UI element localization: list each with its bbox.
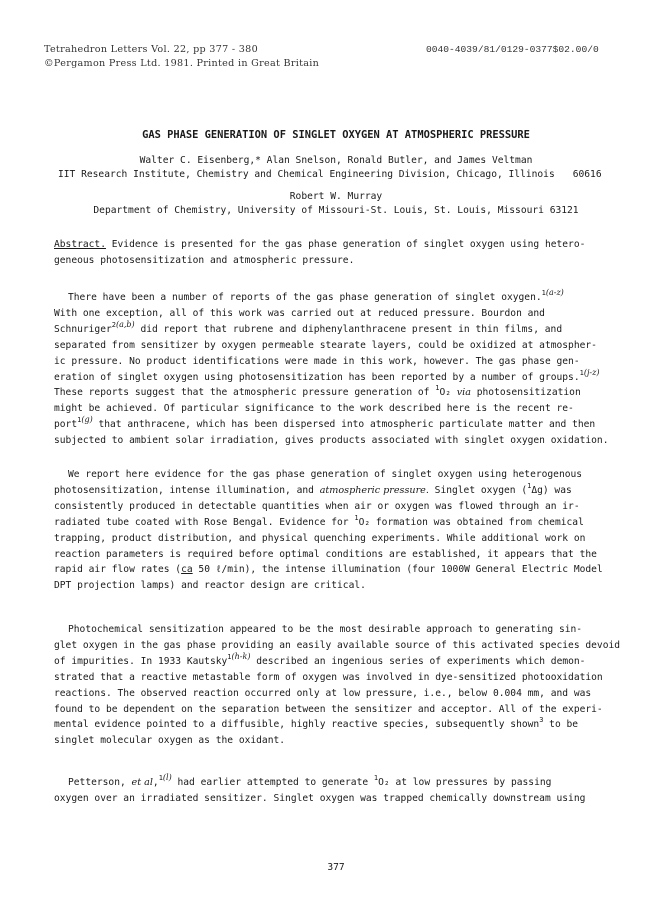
paper-title: GAS PHASE GENERATION OF SINGLET OXYGEN AT ATMOSPHERIC PRESSURE [142, 129, 530, 141]
paragraph-2: We report here evidence for the gas phase generation of singlet oxygen using heterogenous photosensitization, intense illumination, and atmospheric pressure. Singlet oxygen ($^1$Δg) was consistently produced in detectable quantities when air or oxygen was flowed through an ir- radiated tube coated with Rose Bengal. Evidence for $^1$O₂ formation was obtained from chemical trapping, product distribution, and physical quenching experiments. While additional work on reaction parameters is required before optimal conditions are established, it appears that the rapid air flow rates (ca 50 ℓ/min), the intense illumination (four 1000W General Electric Model DPT projection lamps) and reactor design are critical. [54, 469, 603, 592]
paragraph-3: Photochemical sensitization appeared to be the most desirable approach to generating sin- glet oxygen in the gas phase providing an easily available source of this activated species devoid of impurities. In 1933 Kautsky$^{1(h-k)}$ described an ingenious series of experiments which demon- strated that a reactive metastable form of oxygen was involved in dye-sensitized photooxidation reactions. The observed reaction occurred only at low pressure, i.e., below 0.004 mm, and was found to be dependent on the separation between the sensitizer and acceptor. All of the experi- mental evidence pointed to a diffusible, highly reactive species, subsequently shown$^3$ to be singlet molecular oxygen as the oxidant. [54, 624, 621, 747]
abstract-label: Abstract. [54, 239, 106, 250]
affiliation-1-zip: 60616 [572, 169, 602, 180]
copyright-line: ©Pergamon Press Ltd. 1981. Printed in Great Britain [44, 58, 320, 69]
abstract: Abstract. Evidence is presented for the gas phase generation of singlet oxygen using hetero- geneous photosensitization and atmospheric pressure. [54, 239, 586, 266]
journal-citation: Tetrahedron Letters Vol. 22, pp 377 - 380 [44, 44, 258, 55]
authors-group-1: Walter C. Eisenberg,* Alan Snelson, Ronald Butler, and James Veltman [139, 155, 533, 166]
article-code: 0040-4039/81/0129-0377$02.00/0 [426, 44, 599, 55]
affiliation-2: Department of Chemistry, University of Missouri-St. Louis, St. Louis, Missouri 63121 [93, 205, 579, 216]
page-number: 377 [327, 862, 345, 873]
affiliation-1-text: IIT Research Institute, Chemistry and Chemical Engineering Division, Chicago, Illinois [58, 169, 555, 180]
affiliation-1 [58, 169, 602, 180]
paragraph-4: Petterson, et al,$^{1(l)}$ had earlier attempted to generate $^1$O₂ at low pressures by passing oxygen over an irradiated sensitizer. Singlet oxygen was trapped chemically downstream using [54, 773, 586, 804]
paragraph-1: There have been a number of reports of the gas phase generation of singlet oxygen.$^{1(a-z)}$ With one exception, all of this work was carried out at reduced pressure. Bourdon and Schnuriger$^{2(a,b)}$ did report that rubrene and diphenylanthracene present in thin films, and separated from sensitizer by oxygen permeable stearate layers, could be oxidized at atmospher- ic pressure. No product identifications were made in this work, however. The gas phase gen- eration of singlet oxygen using photosensitization has been reported by a number of groups.$^{1(j-z)}$ These reports suggest that the atmospheric pressure generation of $^1$O₂ via photosensitization might be achieved. Of particular significance to the work described here is the recent re- port$^{1(g)}$ that anthracene, which has been dispersed into atmospheric particulate matter and then subjected to ambient solar irradiation, gives products associated with singlet oxygen oxidation. [54, 288, 609, 447]
authors-group-2: Robert W. Murray [289, 191, 383, 202]
